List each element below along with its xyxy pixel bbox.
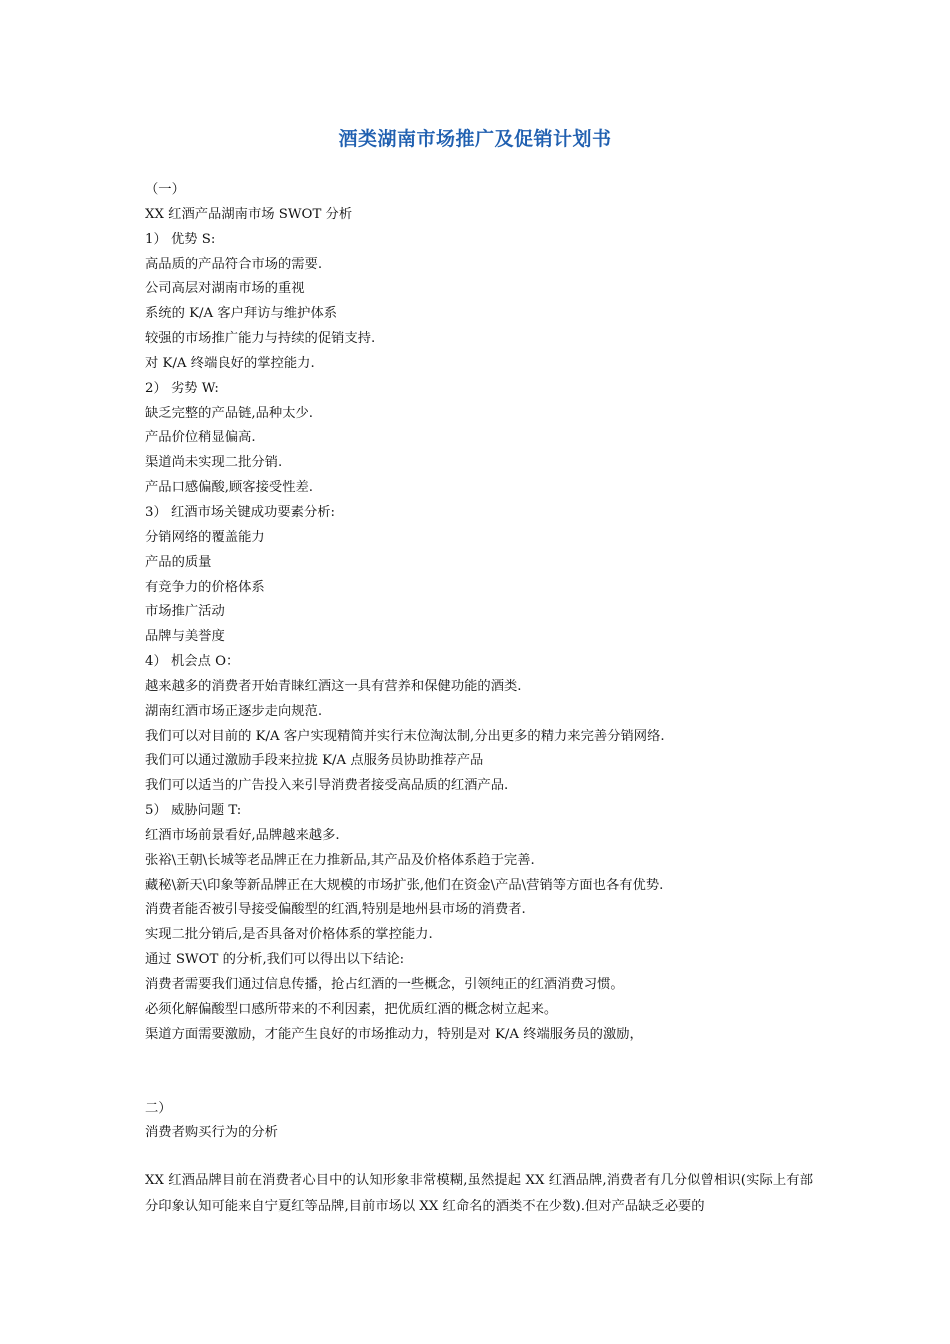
swot-section <box>145 178 825 1048</box>
body-line: 渠道尚未实现二批分销. <box>145 455 283 471</box>
body-line: 产品口感偏酸,顾客接受性差. <box>145 480 314 496</box>
section-spacer <box>145 1048 825 1097</box>
body-line: 我们可以适当的广告投入来引导消费者接受高品质的红酒产品. <box>145 778 509 794</box>
body-line: 我们可以通过激励手段来拉拢 K/A 点服务员协助推荐产品 <box>145 753 484 769</box>
section2-subheading: 消费者购买行为的分析 <box>145 1125 278 1141</box>
paragraph-spacer <box>145 1146 825 1168</box>
body-line: 产品价位稍显偏高. <box>145 430 256 446</box>
body-line: 高品质的产品符合市场的需要. <box>145 256 323 272</box>
body-line: 对 K/A 终端良好的掌控能力. <box>145 355 315 371</box>
body-line: 分销网络的覆盖能力 <box>145 529 265 545</box>
body-line: 4） 机会点 O： <box>145 654 240 670</box>
body-line: 越来越多的消费者开始青睐红酒这一具有营养和保健功能的酒类. <box>145 678 522 694</box>
body-line: 2） 劣势 W: <box>145 380 219 396</box>
body-line: 藏秘\新天\印象等新品牌正在大规模的市场扩张,他们在资金\产品\营销等方面也各有优势. <box>145 877 664 893</box>
body-line: 消费者需要我们通过信息传播，抢占红酒的一些概念，引领纯正的红酒消费习惯。 <box>145 977 624 992</box>
body-line: 系统的 K/A 客户拜访与维护体系 <box>145 306 338 322</box>
body-line: 较强的市场推广能力与持续的促销支持. <box>145 331 376 347</box>
body-line: 有竞争力的价格体系 <box>145 579 265 595</box>
body-line: 品牌与美誉度 <box>145 629 225 645</box>
body-line: 消费者能否被引导接受偏酸型的红酒,特别是地州县市场的消费者. <box>145 902 526 918</box>
body-line: 通过 SWOT 的分析,我们可以得出以下结论: <box>145 952 405 968</box>
section2-heading: 二） <box>145 1100 172 1116</box>
body-line: 1） 优势 S: <box>145 231 216 247</box>
body-line: 必须化解偏酸型口感所带来的不利因素，把优质红酒的概念树立起来。 <box>145 1001 558 1017</box>
section2-paragraph: XX 红酒品牌目前在消费者心目中的认知形象非常模糊,虽然提起 XX 红酒品牌,消费者有几分似曾相识(实际上有部分印象认知可能来自宁夏红等品牌,目前市场以 XX 红命名的酒类不在少数).但对产品缺乏必要的 <box>145 1173 813 1214</box>
body-line: 产品的质量 <box>145 554 212 570</box>
document-body <box>145 178 825 1219</box>
body-line: 红酒市场前景看好,品牌越来越多. <box>145 827 340 843</box>
body-line: 缺乏完整的产品链,品种太少. <box>145 405 314 421</box>
body-line: 公司高层对湖南市场的重视 <box>145 281 305 297</box>
body-line: XX 红酒产品湖南市场 SWOT 分析 <box>145 206 353 222</box>
body-line: 实现二批分销后,是否具备对价格体系的掌控能力. <box>145 927 433 943</box>
body-line: 湖南红酒市场正逐步走向规范. <box>145 703 323 719</box>
body-line: 渠道方面需要激励，才能产生良好的市场推动力，特别是对 K/A 终端服务员的激励， <box>145 1026 643 1042</box>
body-line: 市场推广活动 <box>145 604 225 620</box>
body-line: （一） <box>145 182 185 197</box>
document-title: 酒类湖南市场推广及促销计划书 <box>338 128 612 150</box>
body-line: 我们可以对目前的 K/A 客户实现精简并实行末位淘汰制,分出更多的精力来完善分销网络. <box>145 728 665 744</box>
body-line: 3） 红酒市场关键成功要素分析: <box>145 504 336 520</box>
body-line: 5） 威胁问题 T: <box>145 803 242 819</box>
body-line: 张裕\王朝\长城等老品牌正在力推新品,其产品及价格体系趋于完善. <box>145 852 535 868</box>
